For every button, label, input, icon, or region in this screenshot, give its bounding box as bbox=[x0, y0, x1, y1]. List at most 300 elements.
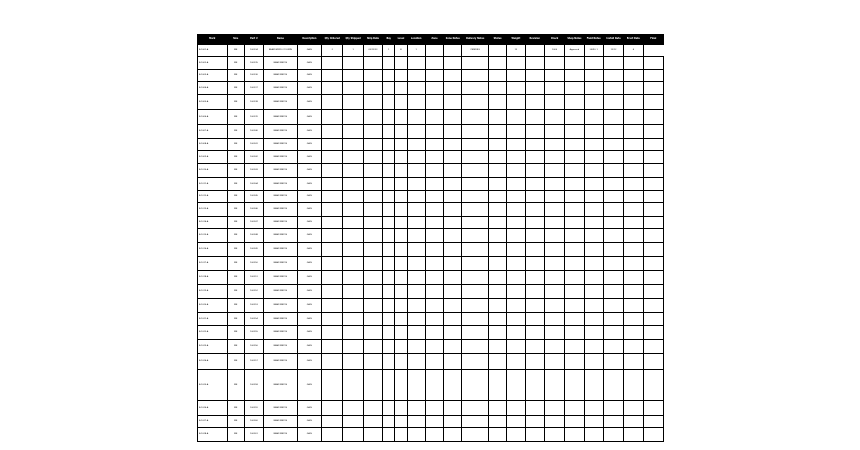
table-cell bbox=[383, 299, 395, 313]
table-cell bbox=[322, 229, 343, 243]
table-cell bbox=[395, 95, 407, 110]
table-cell bbox=[544, 257, 564, 271]
table-cell bbox=[507, 340, 525, 354]
table-cell: PENDING bbox=[462, 45, 488, 57]
table-cell bbox=[544, 416, 564, 428]
table-cell bbox=[525, 243, 544, 257]
table-cell bbox=[425, 271, 443, 285]
table-cell bbox=[407, 428, 425, 442]
table-row bbox=[198, 203, 664, 217]
table-cell bbox=[462, 271, 488, 285]
table-cell bbox=[603, 57, 623, 70]
table-cell bbox=[488, 416, 506, 428]
table-cell bbox=[407, 271, 425, 285]
mark-cell: B-1012-A bbox=[198, 191, 228, 203]
table-row bbox=[198, 401, 664, 416]
table-row bbox=[198, 139, 664, 151]
table-cell bbox=[343, 354, 363, 370]
table-cell: 100236 bbox=[244, 70, 263, 82]
table-cell bbox=[544, 340, 564, 354]
column-header: Ship Date bbox=[363, 35, 382, 45]
mark-cell: B-1006-A bbox=[198, 110, 228, 125]
table-cell: GALV bbox=[297, 125, 321, 139]
table-cell: W8 bbox=[227, 285, 244, 299]
table-cell: BEAM W8X10 COLUMN bbox=[264, 45, 298, 57]
table-cell: GALV bbox=[297, 229, 321, 243]
table-cell bbox=[407, 178, 425, 191]
table-cell bbox=[584, 125, 603, 139]
table-cell bbox=[343, 285, 363, 299]
table-cell bbox=[363, 229, 382, 243]
mark-cell: B-1016-A bbox=[198, 243, 228, 257]
table-row bbox=[198, 354, 664, 370]
table-cell: 100237 bbox=[244, 82, 263, 95]
table-cell bbox=[544, 151, 564, 164]
table-cell bbox=[544, 243, 564, 257]
table-cell bbox=[407, 57, 425, 70]
table-cell bbox=[603, 110, 623, 125]
table-cell bbox=[462, 428, 488, 442]
table-cell bbox=[488, 217, 506, 229]
table-cell bbox=[395, 428, 407, 442]
table-cell: GALV bbox=[297, 139, 321, 151]
table-cell: BEAM W8X10 bbox=[264, 57, 298, 70]
table-cell bbox=[525, 139, 544, 151]
table-cell bbox=[395, 229, 407, 243]
table-cell: W8 bbox=[227, 257, 244, 271]
table-cell: 100242 bbox=[244, 151, 263, 164]
table-cell bbox=[584, 178, 603, 191]
table-cell: W8 bbox=[227, 313, 244, 326]
table-cell bbox=[525, 70, 544, 82]
table-cell bbox=[507, 326, 525, 340]
column-header: Qty Ordered bbox=[322, 35, 343, 45]
table-cell bbox=[322, 243, 343, 257]
table-cell bbox=[507, 354, 525, 370]
table-cell bbox=[444, 428, 462, 442]
table-cell bbox=[584, 271, 603, 285]
table-cell bbox=[383, 203, 395, 217]
table-cell bbox=[407, 70, 425, 82]
table-cell bbox=[444, 229, 462, 243]
table-cell bbox=[488, 70, 506, 82]
table-cell: GALV bbox=[297, 401, 321, 416]
table-cell bbox=[343, 271, 363, 285]
table-cell bbox=[407, 139, 425, 151]
table-cell bbox=[425, 401, 443, 416]
table-cell bbox=[525, 191, 544, 203]
table-cell bbox=[544, 82, 564, 95]
table-cell bbox=[507, 57, 525, 70]
table-cell bbox=[343, 257, 363, 271]
mark-cell: B-1011-A bbox=[198, 178, 228, 191]
table-cell: W8 bbox=[227, 354, 244, 370]
table-cell bbox=[444, 326, 462, 340]
table-cell bbox=[462, 164, 488, 178]
table-cell: W8 bbox=[227, 191, 244, 203]
table-cell bbox=[343, 191, 363, 203]
table-cell bbox=[425, 139, 443, 151]
table-cell bbox=[624, 191, 643, 203]
table-cell: BEAM W8X10 bbox=[264, 257, 298, 271]
table-cell: W8 bbox=[227, 125, 244, 139]
column-header: Level bbox=[395, 35, 407, 45]
table-cell bbox=[363, 428, 382, 442]
table-cell bbox=[544, 217, 564, 229]
table-cell bbox=[444, 45, 462, 57]
table-cell bbox=[544, 125, 564, 139]
table-cell: 100250 bbox=[244, 257, 263, 271]
table-cell bbox=[544, 139, 564, 151]
table-cell bbox=[383, 191, 395, 203]
table-cell bbox=[425, 370, 443, 401]
table-cell bbox=[624, 70, 643, 82]
table-cell: BEAM W8X10 bbox=[264, 401, 298, 416]
table-cell bbox=[343, 313, 363, 326]
table-cell bbox=[603, 313, 623, 326]
table-cell bbox=[444, 178, 462, 191]
table-cell bbox=[488, 125, 506, 139]
table-cell bbox=[624, 416, 643, 428]
table-cell bbox=[363, 203, 382, 217]
table-cell: W8 bbox=[227, 70, 244, 82]
table-cell bbox=[488, 45, 506, 57]
table-cell bbox=[584, 326, 603, 340]
table-cell bbox=[565, 151, 584, 164]
table-cell bbox=[584, 95, 603, 110]
table-cell bbox=[425, 313, 443, 326]
table-cell bbox=[565, 217, 584, 229]
table-row bbox=[198, 271, 664, 285]
table-cell bbox=[603, 139, 623, 151]
table-cell bbox=[488, 203, 506, 217]
table-cell bbox=[425, 151, 443, 164]
mark-cell: B-1003-A bbox=[198, 70, 228, 82]
data-sheet bbox=[197, 34, 664, 442]
table-cell bbox=[525, 326, 544, 340]
column-header: Erect Date bbox=[624, 35, 643, 45]
table-cell bbox=[363, 217, 382, 229]
table-cell bbox=[383, 57, 395, 70]
table-cell: 100257 bbox=[244, 354, 263, 370]
table-cell: BEAM W8X10 bbox=[264, 191, 298, 203]
table-cell bbox=[603, 340, 623, 354]
table-cell bbox=[444, 191, 462, 203]
table-cell: BEAM W8X10 bbox=[264, 151, 298, 164]
table-cell bbox=[462, 326, 488, 340]
mark-cell: B-1014-A bbox=[198, 217, 228, 229]
table-cell: W8 bbox=[227, 164, 244, 178]
table-cell: W8 bbox=[227, 401, 244, 416]
table-cell: GALV bbox=[297, 203, 321, 217]
table-cell bbox=[363, 370, 382, 401]
table-cell bbox=[525, 354, 544, 370]
table-cell: W8 bbox=[227, 57, 244, 70]
table-cell bbox=[407, 354, 425, 370]
table-cell bbox=[603, 82, 623, 95]
table-cell bbox=[488, 271, 506, 285]
table-cell: 05/12/23 bbox=[363, 45, 382, 57]
table-cell bbox=[462, 110, 488, 125]
mark-cell: B-1010-A bbox=[198, 164, 228, 178]
table-cell bbox=[444, 243, 462, 257]
table-cell bbox=[462, 217, 488, 229]
table-cell bbox=[643, 125, 663, 139]
table-cell bbox=[507, 428, 525, 442]
table-cell bbox=[488, 285, 506, 299]
table-cell bbox=[322, 340, 343, 354]
table-cell: 100254 bbox=[244, 313, 263, 326]
table-cell bbox=[425, 285, 443, 299]
table-cell bbox=[395, 70, 407, 82]
table-cell bbox=[624, 370, 643, 401]
column-header: Zone bbox=[425, 35, 443, 45]
table-cell bbox=[603, 243, 623, 257]
table-cell: BEAM W8X10 bbox=[264, 164, 298, 178]
table-cell bbox=[407, 401, 425, 416]
table-row bbox=[198, 57, 664, 70]
table-cell bbox=[462, 229, 488, 243]
table-cell: 100238 bbox=[244, 95, 263, 110]
table-cell bbox=[544, 401, 564, 416]
table-cell bbox=[624, 139, 643, 151]
table-cell bbox=[322, 271, 343, 285]
table-cell bbox=[603, 271, 623, 285]
table-cell bbox=[407, 191, 425, 203]
table-cell bbox=[322, 217, 343, 229]
table-cell bbox=[343, 340, 363, 354]
table-cell bbox=[425, 57, 443, 70]
table-cell bbox=[643, 271, 663, 285]
table-cell bbox=[507, 95, 525, 110]
table-cell bbox=[584, 229, 603, 243]
table-cell: W8 bbox=[227, 139, 244, 151]
table-cell: 12/12 bbox=[603, 45, 623, 57]
table-cell bbox=[624, 326, 643, 340]
table-cell bbox=[544, 178, 564, 191]
table-cell bbox=[383, 313, 395, 326]
table-cell bbox=[643, 203, 663, 217]
table-cell bbox=[488, 110, 506, 125]
table-cell bbox=[322, 139, 343, 151]
table-cell: 100234 bbox=[244, 45, 263, 57]
table-cell bbox=[565, 229, 584, 243]
table-cell bbox=[488, 354, 506, 370]
table-cell bbox=[624, 125, 643, 139]
table-cell bbox=[363, 151, 382, 164]
mark-cell: B-1019-A bbox=[198, 285, 228, 299]
table-cell: 100243 bbox=[244, 164, 263, 178]
table-row bbox=[198, 70, 664, 82]
table-cell bbox=[363, 271, 382, 285]
table-cell: GALV bbox=[297, 70, 321, 82]
table-cell bbox=[565, 354, 584, 370]
table-cell bbox=[643, 229, 663, 243]
table-cell bbox=[462, 354, 488, 370]
table-cell: 100247 bbox=[244, 217, 263, 229]
table-cell bbox=[507, 217, 525, 229]
mark-cell: B-1005-A bbox=[198, 95, 228, 110]
table-cell bbox=[603, 285, 623, 299]
table-cell bbox=[488, 313, 506, 326]
table-cell bbox=[507, 271, 525, 285]
table-cell bbox=[425, 299, 443, 313]
table-body bbox=[198, 45, 664, 442]
table-cell bbox=[363, 299, 382, 313]
table-cell: BEAM W8X10 bbox=[264, 313, 298, 326]
table-cell bbox=[603, 203, 623, 217]
table-cell bbox=[425, 217, 443, 229]
table-cell bbox=[343, 416, 363, 428]
table-cell bbox=[565, 57, 584, 70]
table-cell bbox=[643, 340, 663, 354]
table-cell: GALV bbox=[297, 243, 321, 257]
column-header: Delivery Notes bbox=[462, 35, 488, 45]
table-cell bbox=[525, 151, 544, 164]
table-cell bbox=[603, 229, 623, 243]
table-cell bbox=[565, 110, 584, 125]
table-cell bbox=[407, 257, 425, 271]
table-cell bbox=[322, 110, 343, 125]
table-cell bbox=[584, 191, 603, 203]
column-header: Shop Notes bbox=[565, 35, 584, 45]
table-cell bbox=[383, 82, 395, 95]
table-cell bbox=[643, 217, 663, 229]
table-cell bbox=[565, 164, 584, 178]
table-cell bbox=[363, 178, 382, 191]
table-cell bbox=[444, 299, 462, 313]
table-cell bbox=[525, 95, 544, 110]
table-cell: 1 bbox=[343, 45, 363, 57]
table-cell bbox=[565, 191, 584, 203]
table-cell: 100251 bbox=[244, 271, 263, 285]
table-cell bbox=[488, 257, 506, 271]
table-cell: GALV bbox=[297, 326, 321, 340]
table-cell: 100261 bbox=[244, 428, 263, 442]
table-cell bbox=[462, 243, 488, 257]
table-cell bbox=[343, 110, 363, 125]
table-cell bbox=[584, 313, 603, 326]
table-cell bbox=[425, 229, 443, 243]
mark-cell: B-1027-A bbox=[198, 416, 228, 428]
table-cell bbox=[525, 428, 544, 442]
table-cell bbox=[462, 178, 488, 191]
table-cell: W8 bbox=[227, 203, 244, 217]
table-cell: W8 bbox=[227, 229, 244, 243]
table-row bbox=[198, 191, 664, 203]
table-cell bbox=[363, 125, 382, 139]
column-header: Status bbox=[488, 35, 506, 45]
table-cell bbox=[584, 82, 603, 95]
table-cell bbox=[507, 139, 525, 151]
table-cell bbox=[525, 178, 544, 191]
table-cell bbox=[444, 139, 462, 151]
table-cell bbox=[322, 401, 343, 416]
table-cell bbox=[462, 285, 488, 299]
table-cell bbox=[343, 299, 363, 313]
table-cell: BEAM W8X10 bbox=[264, 217, 298, 229]
table-cell bbox=[525, 203, 544, 217]
table-cell bbox=[603, 191, 623, 203]
table-cell bbox=[507, 82, 525, 95]
table-cell bbox=[643, 354, 663, 370]
table-cell bbox=[444, 164, 462, 178]
table-cell: GALV bbox=[297, 340, 321, 354]
mark-cell: B-1017-A bbox=[198, 257, 228, 271]
table-cell bbox=[584, 110, 603, 125]
table-cell bbox=[603, 428, 623, 442]
table-cell bbox=[584, 370, 603, 401]
table-cell bbox=[395, 151, 407, 164]
table-cell bbox=[507, 125, 525, 139]
table-cell: 100260 bbox=[244, 416, 263, 428]
table-cell bbox=[624, 110, 643, 125]
table-cell bbox=[383, 370, 395, 401]
table-cell bbox=[544, 299, 564, 313]
table-cell bbox=[544, 229, 564, 243]
table-cell bbox=[444, 354, 462, 370]
table-cell: GALV bbox=[297, 82, 321, 95]
column-header: Location bbox=[407, 35, 425, 45]
table-cell: GALV bbox=[297, 313, 321, 326]
table-cell bbox=[624, 82, 643, 95]
table-cell: 12 bbox=[507, 45, 525, 57]
table-cell bbox=[363, 313, 382, 326]
table-cell: W8 bbox=[227, 45, 244, 57]
table-cell bbox=[643, 370, 663, 401]
table-cell bbox=[322, 164, 343, 178]
table-cell bbox=[363, 326, 382, 340]
table-cell: 100244 bbox=[244, 178, 263, 191]
table-cell bbox=[488, 151, 506, 164]
table-cell bbox=[507, 70, 525, 82]
table-cell bbox=[488, 340, 506, 354]
table-cell: W8 bbox=[227, 217, 244, 229]
table-cell bbox=[525, 271, 544, 285]
table-cell bbox=[462, 70, 488, 82]
table-cell bbox=[525, 125, 544, 139]
table-cell bbox=[643, 285, 663, 299]
table-cell bbox=[624, 217, 643, 229]
table-cell: BEAM W8X10 bbox=[264, 370, 298, 401]
table-cell bbox=[643, 139, 663, 151]
table-cell bbox=[425, 125, 443, 139]
table-cell: W8 bbox=[227, 178, 244, 191]
mark-cell: B-1009-A bbox=[198, 151, 228, 164]
table-cell bbox=[507, 370, 525, 401]
table-cell bbox=[624, 285, 643, 299]
table-cell bbox=[565, 416, 584, 428]
table-cell bbox=[544, 164, 564, 178]
table-cell bbox=[407, 229, 425, 243]
table-cell bbox=[525, 229, 544, 243]
mark-cell: B-1026-A bbox=[198, 401, 228, 416]
table-cell bbox=[624, 257, 643, 271]
table-cell bbox=[395, 164, 407, 178]
table-cell bbox=[643, 428, 663, 442]
table-cell bbox=[444, 82, 462, 95]
table-cell: 100241 bbox=[244, 139, 263, 151]
table-cell bbox=[525, 416, 544, 428]
table-cell bbox=[407, 110, 425, 125]
table-cell bbox=[603, 178, 623, 191]
table-row bbox=[198, 257, 664, 271]
table-cell: W8 bbox=[227, 243, 244, 257]
table-cell: W8 bbox=[227, 82, 244, 95]
mark-cell: B-1023-A bbox=[198, 340, 228, 354]
mark-cell: B-1004-A bbox=[198, 82, 228, 95]
table-cell bbox=[425, 82, 443, 95]
